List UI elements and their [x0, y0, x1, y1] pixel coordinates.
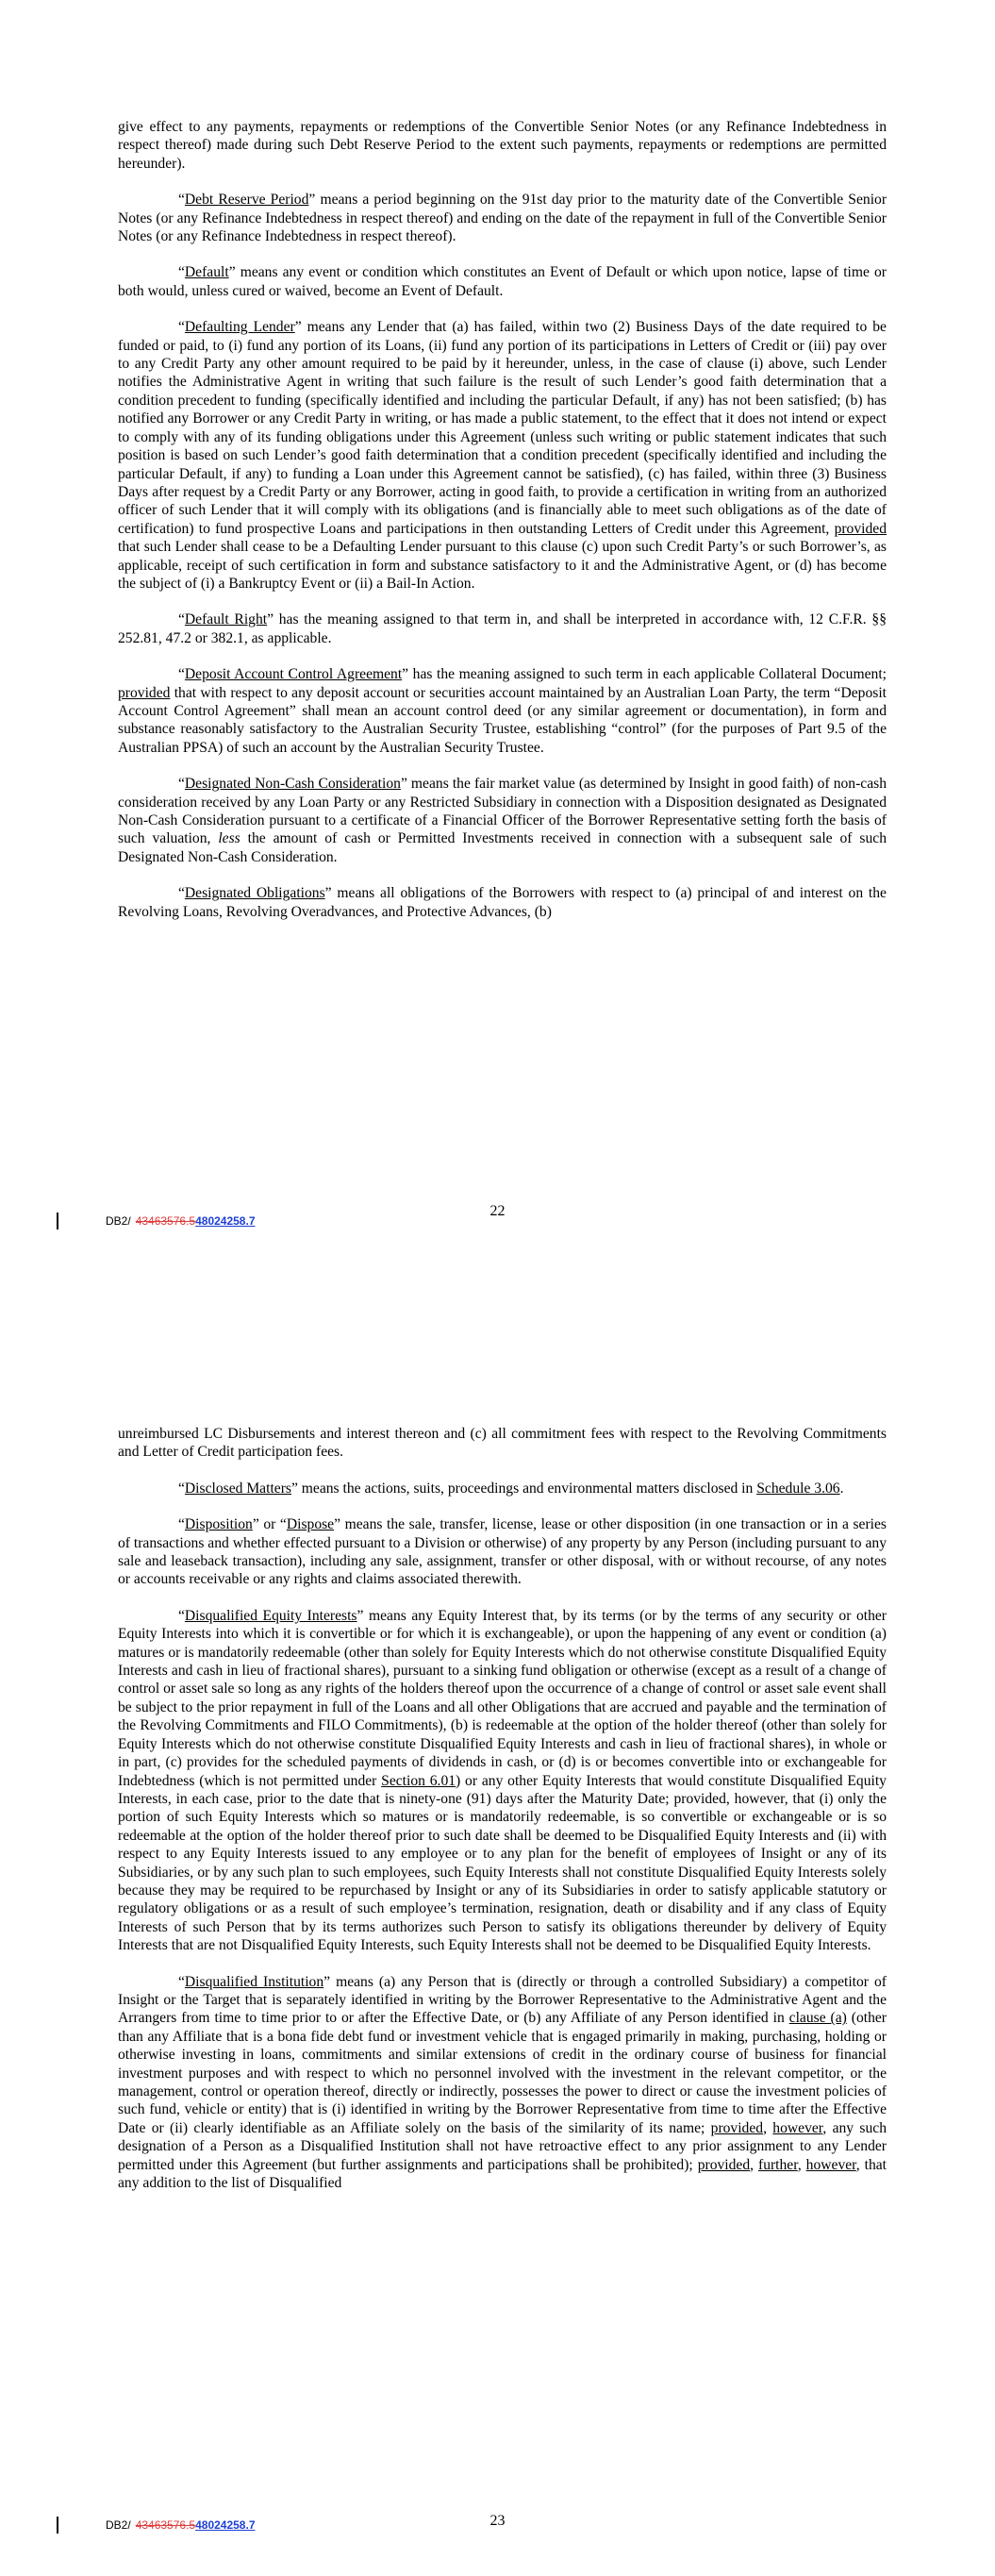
- paragraph: [118, 318, 887, 593]
- text-run: ” means any event or condition which constitutes an Event of Default or which upon notice, lapse of time or both would, unless cured or waived, become an Event of Default.: [118, 264, 887, 299]
- text-run: ” has the meaning assigned to that term in, and shall be interpreted in accordance with, 12 C.F.R. §§ 252.81, 47.2 or 382.1, as applicable.: [118, 611, 887, 646]
- paragraph: [118, 1480, 887, 1497]
- defined-term: Disqualified Equity Interests: [184, 1607, 357, 1624]
- defined-term: Defaulting Lender: [184, 319, 295, 336]
- text-run: give effect to any payments, repayments or redemptions of the Convertible Senior Notes (or any Refinance Indebtedness in respect thereof) made during such Debt Reserve Period to the extent such payments, repayments or redemptions are permitted hereunder).: [118, 119, 887, 172]
- text-run: ,: [763, 2119, 773, 2136]
- defined-term: further: [758, 2156, 798, 2173]
- defined-term: Dispose: [286, 1516, 335, 1533]
- text-run: , that any addition to the list of Disqualified: [118, 2156, 887, 2192]
- doc-id-deleted: 43463576.5: [135, 1214, 196, 1228]
- text-run: ” means the fair market value (as determined by Insight in good faith) of non-cash consideration received by any Loan Party or any Restricted Subsidiary in connection with a Disposition designated as Designated Non-Cash Consideration pursuant to a certificate of a Financial Officer of the Borrower Representative setting forth the basis of such valuation,: [118, 776, 887, 847]
- paragraph: [118, 191, 887, 245]
- paragraph: [118, 665, 887, 757]
- text-run: ” means any Equity Interest that, by its terms (or by the terms of any security or other Equity Interests into which it is convertible or for which it is exchangeable), or upon the happening of any event or condition (a) matures or is mandatorily redeemable (other than solely for Equity Interests which do not otherwise constitute Disqualified Equity Interests and cash in lieu of fractional shares), pursuant to a sinking fund obligation or otherwise (except as a result of a change of control or asset sale so long as any rights of the holders thereof upon the occurrence of a change of control or asset sale event shall be subject to the prior repayment in full of the Loans and all other Obligations that are accrued and payable and the termination of the Revolving Commitments and FILO Commitments), (b) is redeemable at the option of the holder thereof (other than solely for Equity Interests which do not otherwise constitute Disqualified Equity Interests and cash in lieu of fractional shares), in whole or in part, (c) provides for the scheduled payments of dividends in cash, or (d) is or becomes convertible into or exchangeable for Indebtedness (which is not permitted under: [118, 1607, 887, 1789]
- text-run: “: [178, 1516, 185, 1533]
- defined-term: Disclosed Matters: [184, 1480, 291, 1497]
- text-run: “: [178, 611, 185, 628]
- paragraph: [118, 263, 887, 300]
- paragraph: [118, 1973, 887, 2193]
- text-run: ” has the meaning assigned to such term in each applicable Collateral Document;: [402, 666, 887, 683]
- paragraph: [118, 1607, 887, 1955]
- paragraph: [118, 775, 887, 866]
- defined-term: Deposit Account Control Agreement: [184, 666, 403, 683]
- document-page-23: [0, 1264, 995, 2576]
- paragraph: [118, 1425, 887, 1462]
- text-run: ” means all obligations of the Borrowers with respect to (a) principal of and interest on the Revolving Loans, Revolving Overadvances, and Protective Advances, (b): [118, 885, 887, 920]
- defined-term: provided: [697, 2156, 751, 2173]
- doc-id-prefix: DB2/: [106, 2518, 131, 2532]
- text-run: “: [178, 776, 185, 793]
- defined-term: Schedule 3.06: [756, 1480, 840, 1497]
- text-run: , any such designation of a Person as a Disqualified Institution shall not have retroactive effect to any prior assignment to any Lender permitted under this Agreement (but further assignments and participations shall be prohibited);: [118, 2119, 887, 2173]
- text-run: “: [178, 1607, 185, 1624]
- text-run: unreimbursed LC Disbursements and interest thereon and (c) all commitment fees with respect to the Revolving Commitments and Letter of Credit participation fees.: [118, 1426, 887, 1461]
- doc-id-inserted: 48024258.7: [195, 2518, 256, 2532]
- text-run: “: [178, 1480, 185, 1497]
- paragraph: [118, 884, 887, 921]
- text-run: “: [178, 885, 185, 902]
- doc-id-prefix: DB2/: [106, 1214, 131, 1228]
- text-run: ” means the sale, transfer, license, lease or other disposition (in one transaction or in a series of transactions and whether effected pursuant to a Division or otherwise) of any property by any Person (including pursuant to any sale and leaseback transaction), including any sale, assignment, transfer or other disposal, with or without recourse, of any notes or accounts receivable or any rights and claims associated therewith.: [118, 1516, 887, 1588]
- text-run: “: [178, 192, 185, 209]
- document-footer: [57, 2517, 256, 2534]
- defined-term: provided: [834, 520, 887, 537]
- text-run: ” means the actions, suits, proceedings and environmental matters disclosed in: [290, 1480, 757, 1497]
- document-page-22: [0, 0, 995, 1264]
- defined-term: Section 6.01: [381, 1772, 456, 1789]
- document-footer: [57, 1213, 256, 1229]
- page-body: [118, 118, 887, 939]
- paragraph: [118, 611, 887, 647]
- text-run: ,: [797, 2156, 806, 2173]
- defined-term: Designated Non-Cash Consideration: [184, 776, 401, 793]
- defined-term: Default: [184, 264, 229, 281]
- text-run: ) or any other Equity Interests that would constitute Disqualified Equity Interests, in each case, prior to the date that is ninety-one (91) days after the Maturity Date; provided, however, that (i) only the portion of such Equity Interests which so matures or is mandatorily redeemable, is so convertible or exchangeable or is so redeemable at the option of the holder thereof prior to such date shall be deemed to be Disqualified Equity Interests and (ii) with respect to any Equity Interests issued to any employee or to any plan for the benefit of employees of Insight or any of its Subsidiaries, or by any such plan to such employees, such Equity Interests shall not constitute Disqualified Equity Interests solely because they may be required to be repurchased by Insight or any of its Subsidiaries in order to satisfy applicable statutory or regulatory obligations or as a result of such employee’s termination, resignation, death or disability and if any class of Equity Interests of such Person that by its terms authorizes such Person to satisfy its obligations thereunder by delivery of Equity Interests that are not Disqualified Equity Interests, such Equity Interests shall not be deemed to be Disqualified Equity Interests.: [118, 1772, 887, 1954]
- paragraph: [118, 118, 887, 173]
- page-number: 23: [489, 2513, 506, 2529]
- defined-term: Designated Obligations: [184, 885, 325, 902]
- page-number: 22: [489, 1203, 506, 1219]
- text-run: ” means (a) any Person that is (directly or through a controlled Subsidiary) a competitor of Insight or the Target that is separately identified in writing by the Borrower Representative to the Administrative Agent and the Arrangers from time to time prior to or after the Effective Date, or (b) any Affiliate of any Person identified in: [118, 1973, 887, 2027]
- defined-term: clause (a): [788, 2010, 847, 2027]
- text-run: that with respect to any deposit account or securities account maintained by an Australian Loan Party, the term “Deposit Account Control Agreement” shall mean an account control deed (or any similar agreement or documentation), in form and substance reasonably satisfactory to the Australian Security Trustee, establishing “control” (for the purposes of Part 9.5 of the Australian PPSA) of such an account by the Australian Security Trustee.: [118, 684, 887, 756]
- defined-term: Debt Reserve Period: [184, 192, 309, 209]
- text-run: “: [178, 264, 185, 281]
- text-run: that such Lender shall cease to be a Defaulting Lender pursuant to this clause (c) upon such Credit Party’s or such Borrower’s, as applicable, receipt of such certification in form and substance satisfactory to it and the Administrative Agent, or (d) has become the subject of (i) a Bankruptcy Event or (ii) a Bail-In Action.: [118, 539, 887, 592]
- text-run: “: [178, 1973, 185, 1990]
- text-run: “: [178, 666, 185, 683]
- text-run: .: [839, 1480, 844, 1497]
- doc-id-deleted: 43463576.5: [135, 2518, 196, 2532]
- change-bar: [57, 2517, 58, 2534]
- defined-term: provided: [118, 684, 171, 701]
- change-bar: [57, 1213, 58, 1229]
- emphasis-text: less: [218, 830, 240, 847]
- defined-term: Disqualified Institution: [184, 1973, 324, 1990]
- text-run: ” or “: [252, 1516, 287, 1533]
- defined-term: Disposition: [184, 1516, 253, 1533]
- doc-id-inserted: 48024258.7: [195, 1214, 256, 1228]
- text-run: (other than any Affiliate that is a bona fide debt fund or investment vehicle that is engaged primarily in making, purchasing, holding or otherwise investing in loans, commitments and similar extensions of credit in the ordinary course of business for financial investment purposes and with respect to which no personnel involved with the investment in the relevant competitor, or the management, control or operation thereof, directly or indirectly, possesses the power to direct or cause the investment policies of such fund, vehicle or entity) that is (i) identified in writing by the Borrower Representative from time to time after the Effective Date or (ii) clearly identifiable as an Affiliate solely on the basis of the similarity of its name;: [118, 2010, 887, 2136]
- defined-term: Default Right: [184, 611, 268, 628]
- text-run: the amount of cash or Permitted Investments received in connection with a subsequent sale of such Designated Non-Cash Consideration.: [118, 830, 887, 865]
- text-run: ,: [750, 2156, 758, 2173]
- text-run: ” means any Lender that (a) has failed, within two (2) Business Days of the date required to be funded or paid, to (i) fund any portion of its Loans, (ii) fund any portion of its participations in Letters of Credit or (iii) pay over to any Credit Party any other amount required to be paid by it hereunder, unless, in the case of clause (i) above, such Lender notifies the Administrative Agent in writing that such failure is the result of such Lender’s good faith determination that a condition precedent to funding (specifically identified and including the particular Default, if any) has not been satisfied; (b) has notified any Borrower or any Credit Party in writing, or has made a public statement, to the effect that it does not intend or expect to comply with any of its funding obligations under this Agreement (unless such writing or public statement indicates that such position is based on such Lender’s good faith determination that a condition precedent (specifically identified and including the particular Default, if any) to funding a Loan under this Agreement cannot be satisfied), (c) has failed, within three (3) Business Days after request by a Credit Party or any Borrower, acting in good faith, to provide a certification in writing from an authorized officer of such Lender that it will comply with its obligations (and is financially able to meet such obligations as of the date of certification) to fund prospective Loans and participations in then outstanding Letters of Credit under this Agreement,: [118, 319, 887, 537]
- defined-term: provided: [710, 2119, 764, 2136]
- page-body: [118, 1425, 887, 2210]
- text-run: “: [178, 319, 185, 336]
- text-run: ” means a period beginning on the 91st day prior to the maturity date of the Convertible Senior Notes (or any Refinance Indebtedness in respect thereof) and ending on the date of the repayment in full of the Convertible Senior Notes (or any Refinance Indebtedness in respect thereof).: [118, 192, 887, 245]
- paragraph: [118, 1515, 887, 1589]
- defined-term: however: [772, 2119, 823, 2136]
- defined-term: however: [805, 2156, 856, 2173]
